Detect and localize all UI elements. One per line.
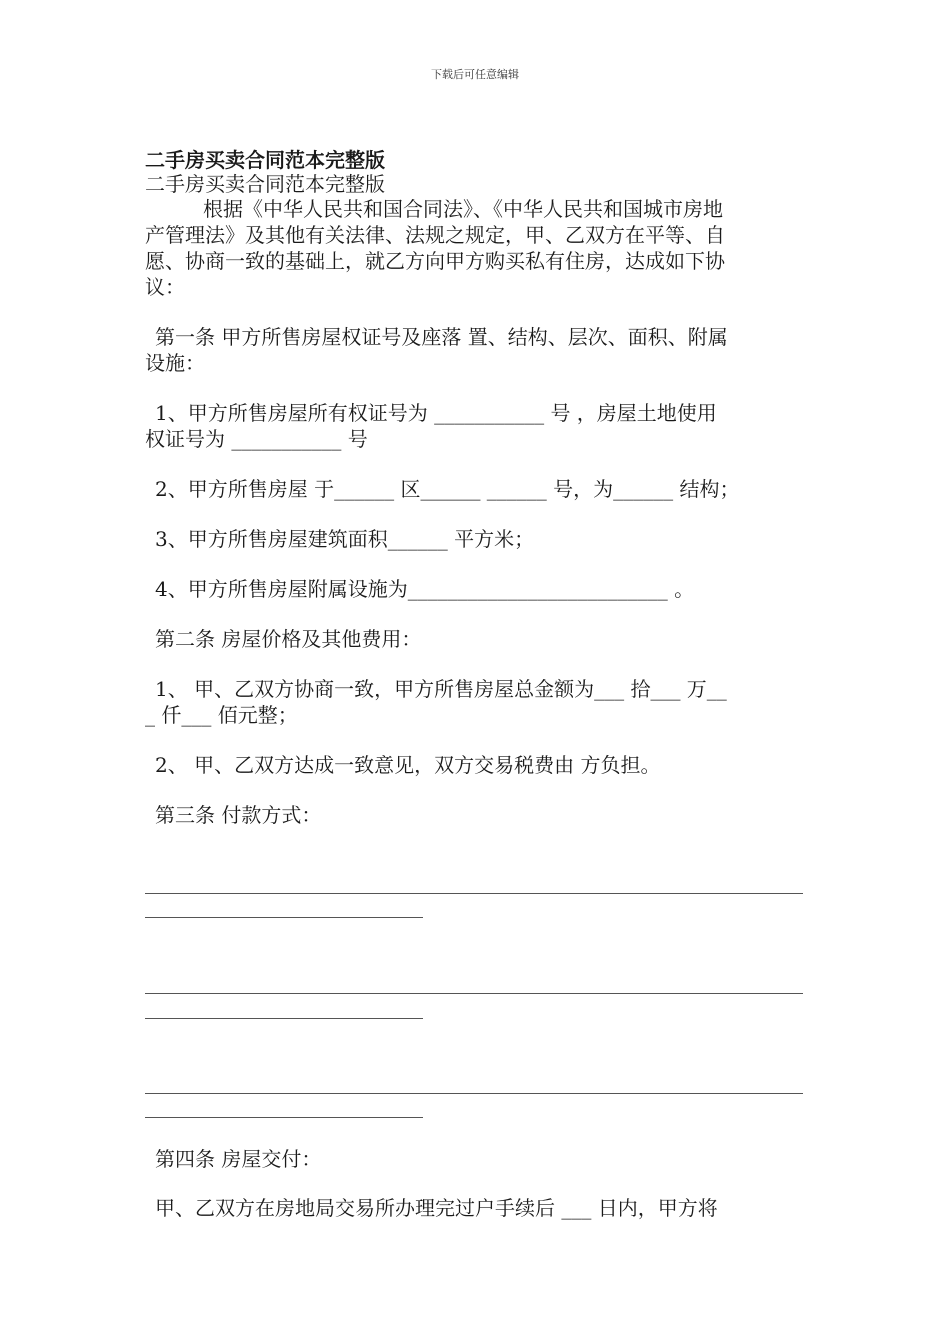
article-2-item-1-cont: _ 仟___ 佰元整； xyxy=(145,703,298,727)
payment-blank-line xyxy=(145,993,803,994)
intro-line-4: 议： xyxy=(145,275,185,299)
document-title: 二手房买卖合同范本完整版 xyxy=(145,148,385,172)
article-2-heading: 第二条 房屋价格及其他费用： xyxy=(155,627,422,651)
payment-blank-line xyxy=(145,1093,803,1094)
article-4-item-1: 甲、乙双方在房地局交易所办理完过户手续后 ___ 日内，甲方将 xyxy=(155,1196,718,1220)
article-1-item-3: 3、甲方所售房屋建筑面积______ 平方米； xyxy=(155,527,535,551)
article-1-heading-cont: 设施： xyxy=(145,351,205,375)
article-2-item-2: 2、 甲、乙双方达成一致意见，双方交易税费由 方负担。 xyxy=(155,753,661,777)
article-4-heading: 第四条 房屋交付： xyxy=(155,1147,322,1171)
payment-blank-line xyxy=(145,1018,423,1019)
intro-line-1: 根据《中华人民共和国合同法》、《中华人民共和国城市房地 xyxy=(203,197,723,221)
article-1-item-1: 1、甲方所售房屋所有权证号为 ___________ 号 ，房屋土地使用 xyxy=(155,401,717,425)
contract-body xyxy=(145,148,810,828)
payment-blank-line xyxy=(145,893,803,894)
article-1-item-4: 4、甲方所售房屋附属设施为__________________________ 。 xyxy=(155,577,695,601)
article-1-item-1-cont: 权证号为 ___________ 号 xyxy=(145,427,368,451)
article-1-item-2: 2、甲方所售房屋 于______ 区______ ______ 号，为______ 结构； xyxy=(155,477,740,501)
page-header-note: 下载后可任意编辑 xyxy=(431,68,519,81)
article-1-heading: 第一条 甲方所售房屋权证号及座落 置、结构、层次、面积、附属 xyxy=(155,325,728,349)
article-2-item-1: 1、 甲、乙双方协商一致，甲方所售房屋总金额为___ 拾___ 万__ xyxy=(155,677,727,701)
article-3-heading: 第三条 付款方式： xyxy=(155,803,322,827)
intro-line-2: 产管理法》及其他有关法律、法规之规定，甲、乙双方在平等、自 xyxy=(145,223,725,247)
intro-line-3: 愿、协商一致的基础上，就乙方向甲方购买私有住房，达成如下协 xyxy=(145,249,725,273)
payment-blank-line xyxy=(145,1117,423,1118)
payment-blank-line xyxy=(145,917,423,918)
document-subtitle: 二手房买卖合同范本完整版 xyxy=(145,172,385,196)
